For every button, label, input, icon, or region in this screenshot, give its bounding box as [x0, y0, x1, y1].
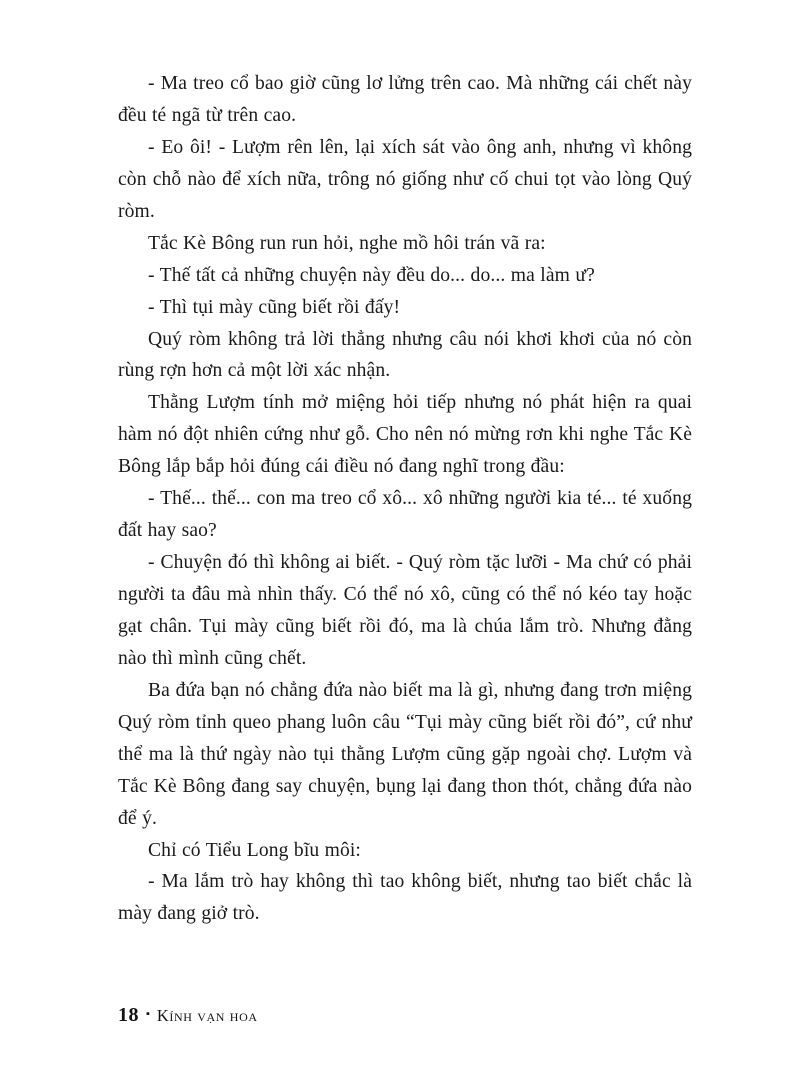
paragraph: - Ma lắm trò hay không thì tao không biết, nhưng tao biết chắc là mày đang giở trò.	[118, 871, 692, 925]
page-body	[118, 68, 692, 930]
paragraph: Chỉ có Tiểu Long bĩu môi:	[148, 839, 361, 861]
paragraph: Thằng Lượm tính mở miệng hỏi tiếp nhưng nó phát hiện ra quai hàm nó đột nhiên cứng như gỗ. Cho nên nó mừng rơn khi nghe Tắc Kè Bông lắp bắp hỏi đúng cái điều nó đang nghĩ trong đầu:	[118, 392, 692, 478]
paragraph: - Thế... thế... con ma treo cổ xô... xô những người kia té... té xuống đất hay sao?	[118, 488, 692, 542]
paragraph: Ba đứa bạn nó chẳng đứa nào biết ma là gì, nhưng đang trơn miệng Quý ròm tỉnh queo phang luôn câu “Tụi mày cũng biết rồi đó”, cứ như thể ma là thứ ngày nào tụi thằng Lượm cũng gặp ngoài chợ. Lượm và Tắc Kè Bông đang say chuyện, bụng lại đang thon thót, chẳng đứa nào để ý.	[118, 679, 692, 829]
page-footer	[118, 1004, 258, 1027]
paragraph: Tắc Kè Bông run run hỏi, nghe mồ hôi trán vã ra:	[148, 232, 546, 254]
paragraph: - Eo ôi! - Lượm rên lên, lại xích sát vào ông anh, nhưng vì không còn chỗ nào để xích nữa, trông nó giống như cố chui tọt vào lòng Quý ròm.	[118, 136, 692, 222]
paragraph: - Thì tụi mày cũng biết rồi đấy!	[148, 296, 401, 318]
footer-separator-icon: ▪	[146, 1008, 150, 1020]
paragraph: Quý ròm không trả lời thẳng nhưng câu nói khơi khơi của nó còn rùng rợn hơn cả một lời xác nhận.	[118, 328, 692, 382]
page-number: 18	[118, 1004, 139, 1026]
running-title: Kính vạn hoa	[156, 1006, 258, 1025]
paragraph: - Thế tất cả những chuyện này đều do... do... ma làm ư?	[148, 264, 595, 286]
paragraph: - Ma treo cổ bao giờ cũng lơ lửng trên cao. Mà những cái chết này đều té ngã từ trên cao.	[118, 73, 692, 126]
paragraph: - Chuyện đó thì không ai biết. - Quý ròm tặc lưỡi - Ma chứ có phải người ta đâu mà nhìn thấy. Có thể nó xô, cũng có thể nó kéo tay hoặc gạt chân. Tụi mày cũng biết rồi đó, ma là chúa lắm trò. Nhưng đằng nào thì mình cũng chết.	[118, 552, 692, 669]
